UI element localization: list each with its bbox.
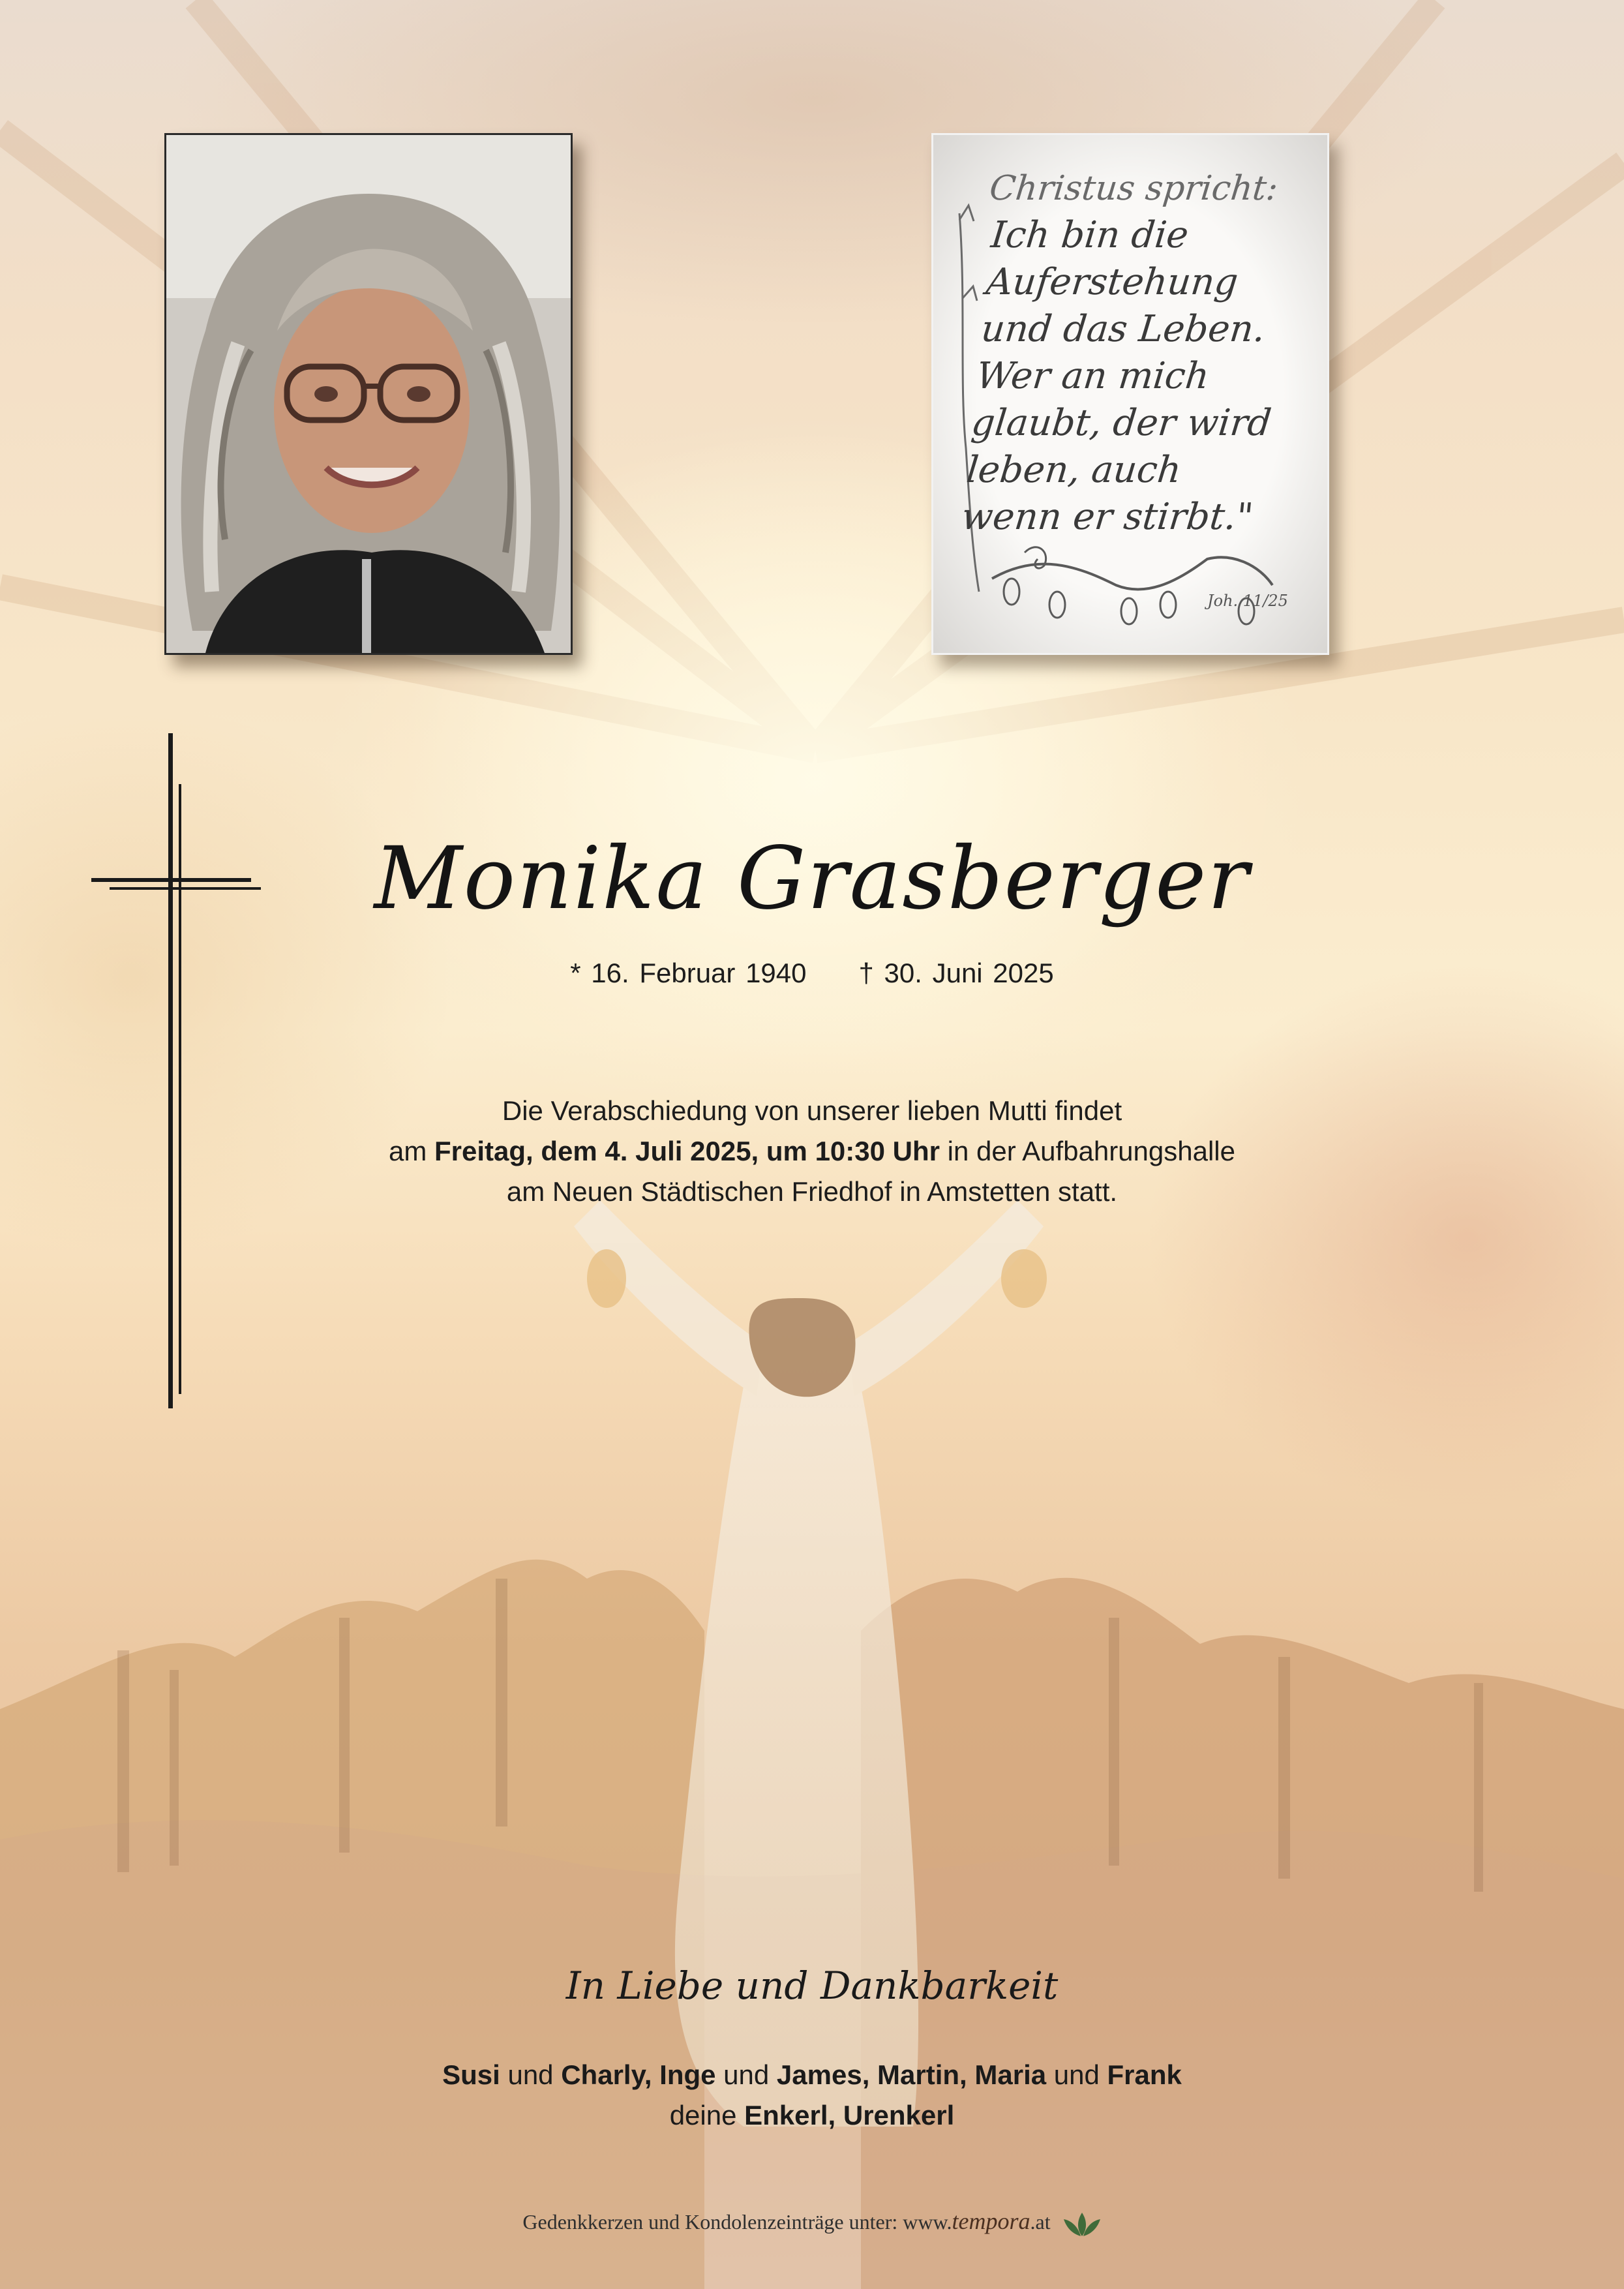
mourner-connector: und bbox=[500, 2059, 562, 2090]
footer-text: Gedenkkerzen und Kondolenzeinträge unter: www. bbox=[522, 2210, 952, 2234]
mourner-name: Susi bbox=[442, 2059, 500, 2090]
verse-line: glaubt, der wird bbox=[969, 402, 1274, 444]
mourner-name: Charly, Inge bbox=[561, 2059, 716, 2090]
mourners-line bbox=[0, 2095, 1624, 2136]
mourner-connector: und bbox=[715, 2059, 777, 2090]
announcement-text: am bbox=[389, 1136, 435, 1166]
portrait-image bbox=[166, 135, 571, 653]
verse-heading: Christus spricht: bbox=[987, 169, 1280, 208]
verse-line: wenn er stirbt." bbox=[959, 496, 1256, 538]
bible-verse-card bbox=[931, 133, 1329, 655]
verse-line: leben, auch bbox=[964, 449, 1184, 491]
verse-line: und das Leben. bbox=[979, 308, 1268, 350]
footer bbox=[0, 2207, 1624, 2237]
announcement-line: Die Verabschiedung von unserer lieben Mutti findet bbox=[502, 1095, 1122, 1126]
death-date: † 30. Juni 2025 bbox=[858, 958, 1054, 988]
portrait-photo bbox=[164, 133, 573, 655]
announcement-line bbox=[0, 1131, 1624, 1172]
verse-line: Auferstehung bbox=[984, 261, 1241, 303]
life-dates bbox=[0, 958, 1624, 989]
mourner-connector: deine bbox=[669, 2100, 745, 2130]
mourner-connector: und bbox=[1046, 2059, 1107, 2090]
mourner-name: James, Martin, Maria bbox=[776, 2059, 1047, 2090]
verse-text bbox=[959, 165, 1329, 541]
mourners bbox=[0, 2055, 1624, 2136]
announcement-date-time: Freitag, dem 4. Juli 2025, um 10:30 Uhr bbox=[434, 1136, 940, 1166]
verse-line: Ich bin die bbox=[989, 214, 1191, 256]
deceased-name: Monika Grasberger bbox=[374, 828, 1250, 929]
closing-phrase: In Liebe und Dankbarkeit bbox=[565, 1963, 1059, 2008]
mourner-name: Frank bbox=[1107, 2059, 1182, 2090]
footer-brand: tempora bbox=[952, 2208, 1030, 2234]
funeral-announcement bbox=[0, 1091, 1624, 1212]
announcement-text: in der Aufbahrungshalle bbox=[940, 1136, 1235, 1166]
mourners-line bbox=[0, 2055, 1624, 2095]
footer-tld: .at bbox=[1030, 2210, 1051, 2234]
birth-date: * 16. Februar 1940 bbox=[570, 958, 807, 988]
mourner-name: Enkerl, Urenkerl bbox=[744, 2100, 955, 2130]
lotus-leaf-icon bbox=[1062, 2211, 1102, 2237]
verse-line: Wer an mich bbox=[974, 355, 1212, 397]
verse-reference: Joh. 11/25 bbox=[1207, 592, 1288, 610]
announcement-line: am Neuen Städtischen Friedhof in Amstetten statt. bbox=[506, 1176, 1118, 1207]
